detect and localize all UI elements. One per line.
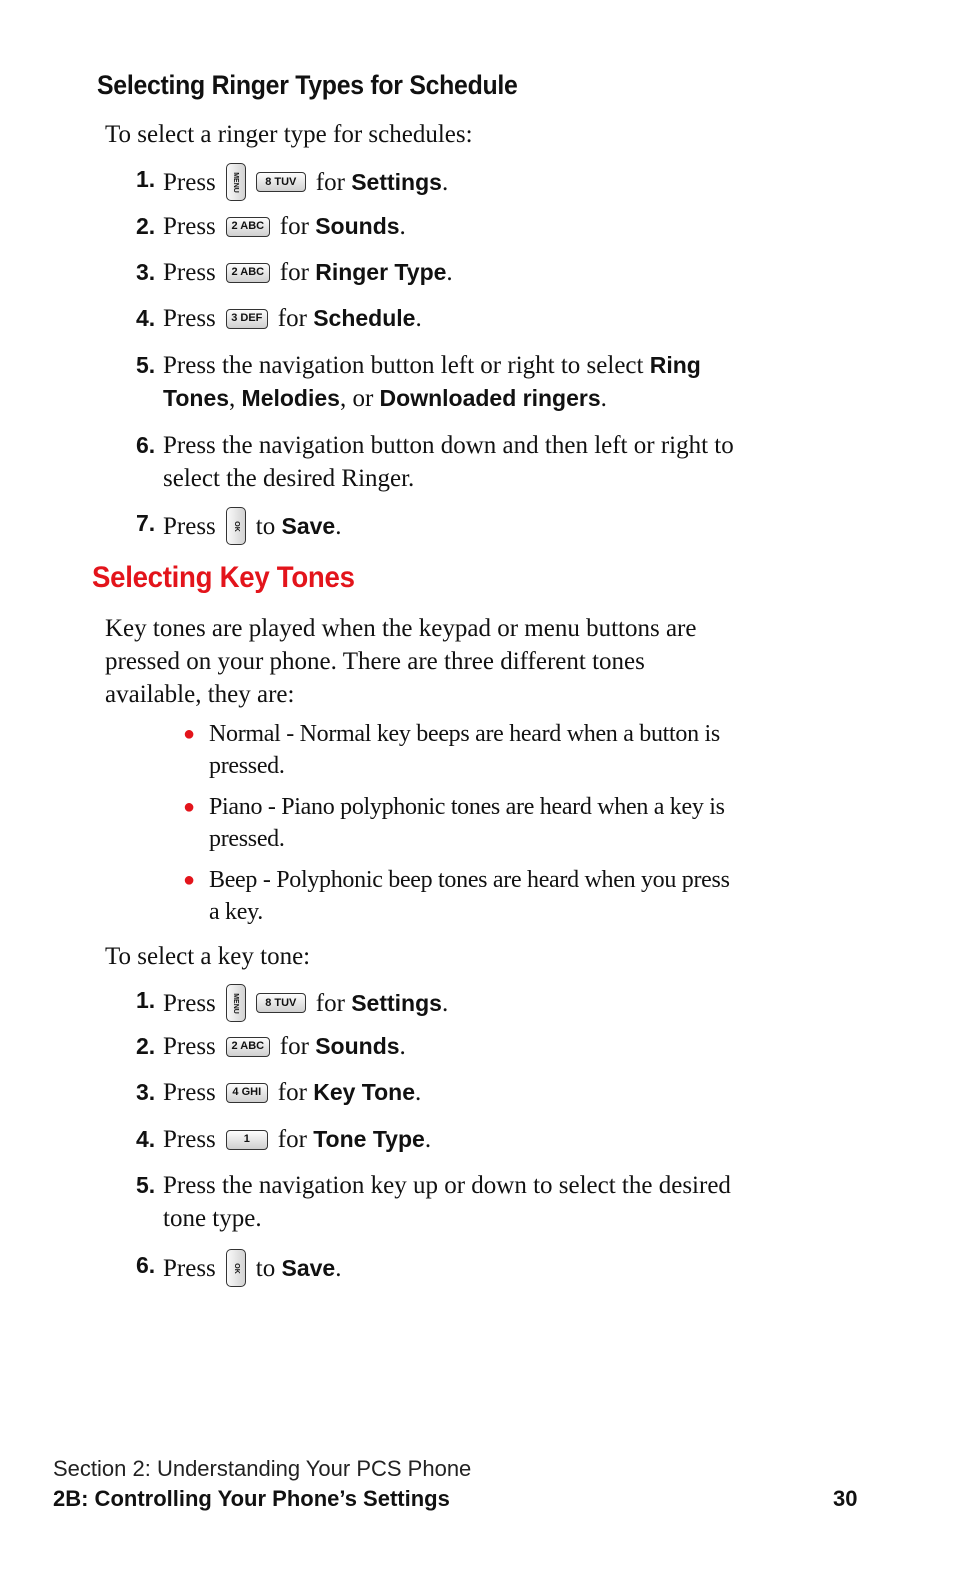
key-2-icon: 2 ABC bbox=[226, 263, 270, 283]
key-tone-step-4: 4. Press 1 for Tone Type . bbox=[136, 1126, 432, 1153]
key-tone-step-1: 1. Press MENU 8 TUV for Settings . bbox=[136, 984, 826, 1022]
step-6: 6. Press the navigation button down and then left or right to select the desired Ringer. bbox=[136, 432, 734, 492]
bullet-normal: ● Normal - Normal key beeps are heard when a button is pressed. bbox=[183, 721, 720, 779]
footer-section: Section 2: Understanding Your PCS Phone bbox=[53, 1456, 472, 1481]
key-1-icon: 1 bbox=[226, 1130, 268, 1150]
step-1: 1. Press MENU 8 TUV for Settings . bbox=[136, 163, 826, 201]
menu-key-icon: MENU bbox=[226, 163, 246, 201]
key-8-icon: 8 TUV bbox=[256, 993, 306, 1013]
key-tone-step-5: 5. Press the navigation key up or down to select the desired tone type. bbox=[136, 1172, 731, 1232]
ok-key-icon: OK bbox=[226, 507, 246, 545]
page-number: 30 bbox=[833, 1486, 858, 1511]
intro-text: To select a ringer type for schedules: bbox=[105, 121, 473, 148]
key-tone-step-3: 3. Press 4 GHI for Key Tone . bbox=[136, 1079, 422, 1106]
bullet-beep: ● Beep - Polyphonic beep tones are heard when you press a key. bbox=[183, 867, 730, 925]
key-2-icon: 2 ABC bbox=[226, 217, 270, 237]
ok-key-icon: OK bbox=[226, 1249, 246, 1287]
section-heading: Selecting Key Tones bbox=[92, 561, 355, 594]
step-4: 4. Press 3 DEF for Schedule . bbox=[136, 305, 422, 332]
subsection-heading: Selecting Ringer Types for Schedule bbox=[97, 70, 518, 100]
step-7: 7. Press OK to Save . bbox=[136, 507, 826, 545]
step-3: 3. Press 2 ABC for Ringer Type . bbox=[136, 259, 453, 286]
menu-key-icon: MENU bbox=[226, 984, 246, 1022]
key-tones-intro: Key tones are played when the keypad or menu buttons are pressed on your phone. There are three different tones available, they are: bbox=[105, 615, 697, 708]
key-tone-step-2: 2. Press 2 ABC for Sounds . bbox=[136, 1033, 406, 1060]
key-tone-step-6: 6. Press OK to Save . bbox=[136, 1249, 826, 1287]
step-5: 5. Press the navigation button left or right to select Ring Tones, Melodies, or Downloaded ringers. bbox=[136, 352, 701, 412]
key-2-icon: 2 ABC bbox=[226, 1037, 270, 1057]
select-key-tone-intro: To select a key tone: bbox=[105, 943, 311, 970]
footer-chapter: 2B: Controlling Your Phone’s Settings bbox=[53, 1486, 450, 1511]
key-8-icon: 8 TUV bbox=[256, 172, 306, 192]
key-3-icon: 3 DEF bbox=[226, 309, 268, 329]
bullet-piano: ● Piano - Piano polyphonic tones are heard when a key is pressed. bbox=[183, 794, 725, 852]
step-2: 2. Press 2 ABC for Sounds . bbox=[136, 213, 406, 240]
key-4-icon: 4 GHI bbox=[226, 1083, 268, 1103]
